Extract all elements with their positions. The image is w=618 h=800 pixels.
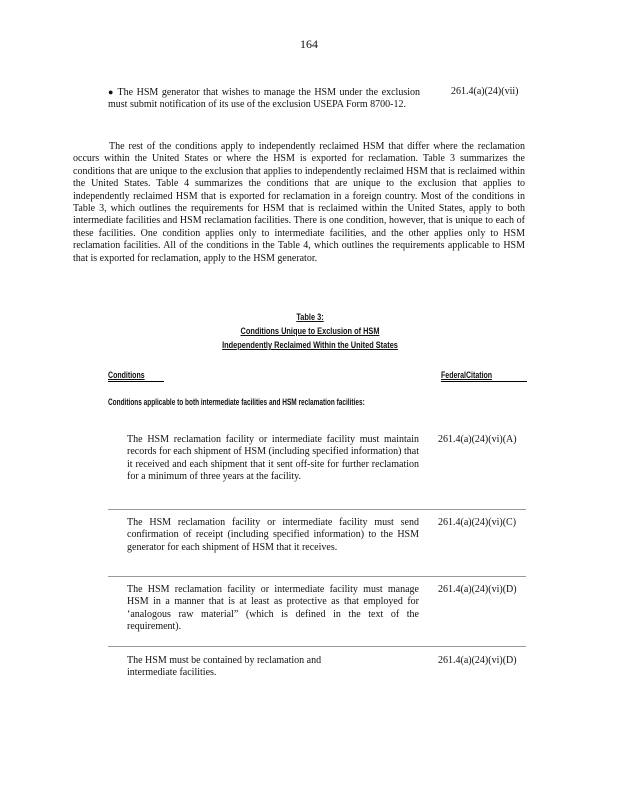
row-separator <box>108 509 526 510</box>
body-paragraph: The rest of the conditions apply to independently reclaimed HSM that differ where the reclamation occurs within the United States or where the HSM is exported for reclamation. Table 3 summarizes the conditions that are unique to the exclusion that applies to independently reclaimed HSM that is reclaimed within the United States. Table 4 summarizes the conditions that are unique to the exclusion that applies to independently reclaimed HSM that is exported for reclamation in a foreign country. Most of the conditions in Table 3, which outlines the requirements for HSM that is reclaimed within the United States, apply to both intermediate facilities and HSM reclamation facilities. There is one condition, however, that is unique to each of these facilities. One condition applies only to intermediate facilities, and the other applies only to HSM reclamation facilities. All of the conditions in the Table 4, which outlines the requirements applicable to HSM that is exported for reclamation, apply to the HSM generator. <box>73 141 525 264</box>
table-row-4-text: The HSM must be contained by reclamation and intermediate facilities. <box>127 655 322 679</box>
table-row-1-citation: 261.4(a)(24)(vi)(A) <box>438 434 517 445</box>
table-row-3-citation: 261.4(a)(24)(vi)(D) <box>438 584 517 595</box>
table-row-2-text: The HSM reclamation facility or intermediate facility must send confirmation of receipt (including specified information) to the HSM generator for each shipment of HSM that it receives. <box>127 517 419 553</box>
table-row-1-text: The HSM reclamation facility or intermediate facility must maintain records for each shipment of HSM (including specified information) that it received and each shipment that it sent off-site for further reclamation for a minimum of three years at the facility. <box>127 434 419 483</box>
bullet-item <box>108 86 420 112</box>
column-header-citation-underline <box>441 381 527 382</box>
table-title-line-3: Independently Reclaimed Within the United States <box>222 340 398 350</box>
row-separator <box>108 646 526 647</box>
bullet-text: The HSM generator that wishes to manage the HSM under the exclusion must submit notification of its use of the exclusion USEPA Form 8700-12. <box>108 87 420 111</box>
row-separator <box>108 576 526 577</box>
table-title-line-2: Conditions Unique to Exclusion of HSM <box>240 326 380 336</box>
group-label: Conditions applicable to both intermediate facilities and HSM reclamation facilities: <box>108 397 365 407</box>
table-row-2-citation: 261.4(a)(24)(vi)(C) <box>438 517 517 528</box>
table-row-3-text: The HSM reclamation facility or intermediate facility must manage HSM in a manner that is at least as protective as that employed for ‘analogous raw material” (which is defined in the text of the requirement). <box>127 584 419 633</box>
column-header-conditions: Conditions <box>108 370 145 380</box>
table-row-4-citation: 261.4(a)(24)(vi)(D) <box>438 655 517 666</box>
bullet-citation: 261.4(a)(24)(vii) <box>451 86 519 97</box>
column-header-conditions-underline <box>108 381 164 382</box>
column-header-citation: FederalCitation <box>441 370 493 380</box>
bullet-icon: ● <box>108 87 115 97</box>
page-number: 164 <box>300 37 318 51</box>
table-title-line-1: Table 3: <box>296 312 324 322</box>
